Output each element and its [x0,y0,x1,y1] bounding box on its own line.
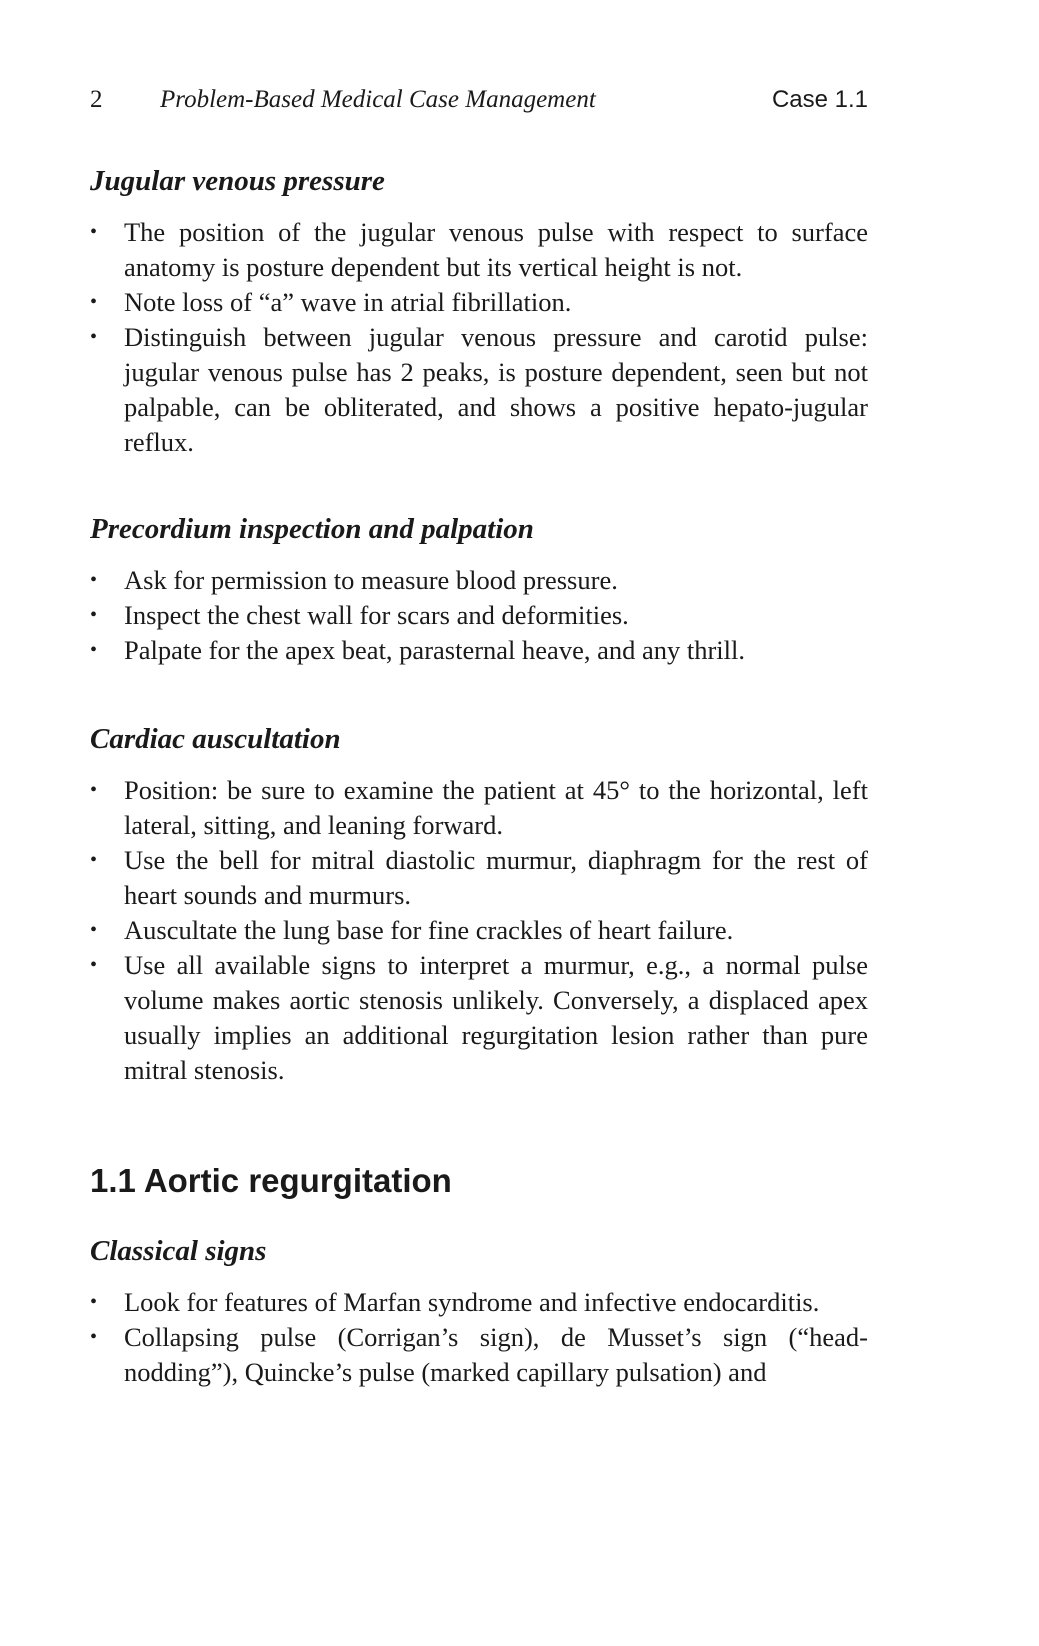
book-title: Problem-Based Medical Case Management [160,86,596,113]
bullet-item: • Note loss of “a” wave in atrial fibrillation. [90,285,868,320]
bullet-list [90,1285,868,1390]
bullet-item: • Palpate for the apex beat, parasternal heave, and any thrill. [90,633,868,668]
section-jugular-venous-pressure [90,163,868,460]
bullet-item: • Collapsing pulse (Corrigan’s sign), de Musset’s sign (“head-nodding”), Quincke’s pulse (marked capillary pulsation) and [90,1320,868,1390]
bullet-item: • Position: be sure to examine the patient at 45° to the horizontal, left lateral, sitting, and leaning forward. [90,773,868,843]
bullet-item: • Ask for permission to measure blood pressure. [90,563,868,598]
section-cardiac-auscultation [90,721,868,1088]
bullet-item: • Inspect the chest wall for scars and deformities. [90,598,868,633]
bullet-list [90,563,868,668]
section-title: 1.1 Aortic regurgitation [90,1162,452,1199]
section-classical-signs [90,1233,868,1390]
section-heading: Precordium inspection and palpation [90,513,534,545]
bullet-list [90,215,868,460]
bullet-item: • Look for features of Marfan syndrome and infective endocarditis. [90,1285,868,1320]
bullet-item: • Auscultate the lung base for fine crackles of heart failure. [90,913,868,948]
running-head [90,86,868,118]
bullet-item: • Use all available signs to interpret a murmur, e.g., a normal pulse volume makes aortic stenosis unlikely. Conversely, a displaced apex usually implies an additional regurgitation lesion rather than pure mitral stenosis. [90,948,868,1088]
section-heading: Classical signs [90,1235,267,1267]
page-number: 2 [90,86,103,113]
case-label: Case 1.1 [771,86,868,113]
section-heading: Cardiac auscultation [90,723,341,755]
bullet-item: • Distinguish between jugular venous pressure and carotid pulse: jugular venous pulse has 2 peaks, is posture dependent, seen but not palpable, can be obliterated, and shows a positive hepato-jugular reflux. [90,320,868,460]
section-heading: Jugular venous pressure [90,165,385,197]
bullet-item: • Use the bell for mitral diastolic murmur, diaphragm for the rest of heart sounds and murmurs. [90,843,868,913]
bullet-list [90,773,868,1088]
bullet-item: • The position of the jugular venous pulse with respect to surface anatomy is posture dependent but its vertical height is not. [90,215,868,285]
section-precordium-inspection [90,511,868,668]
